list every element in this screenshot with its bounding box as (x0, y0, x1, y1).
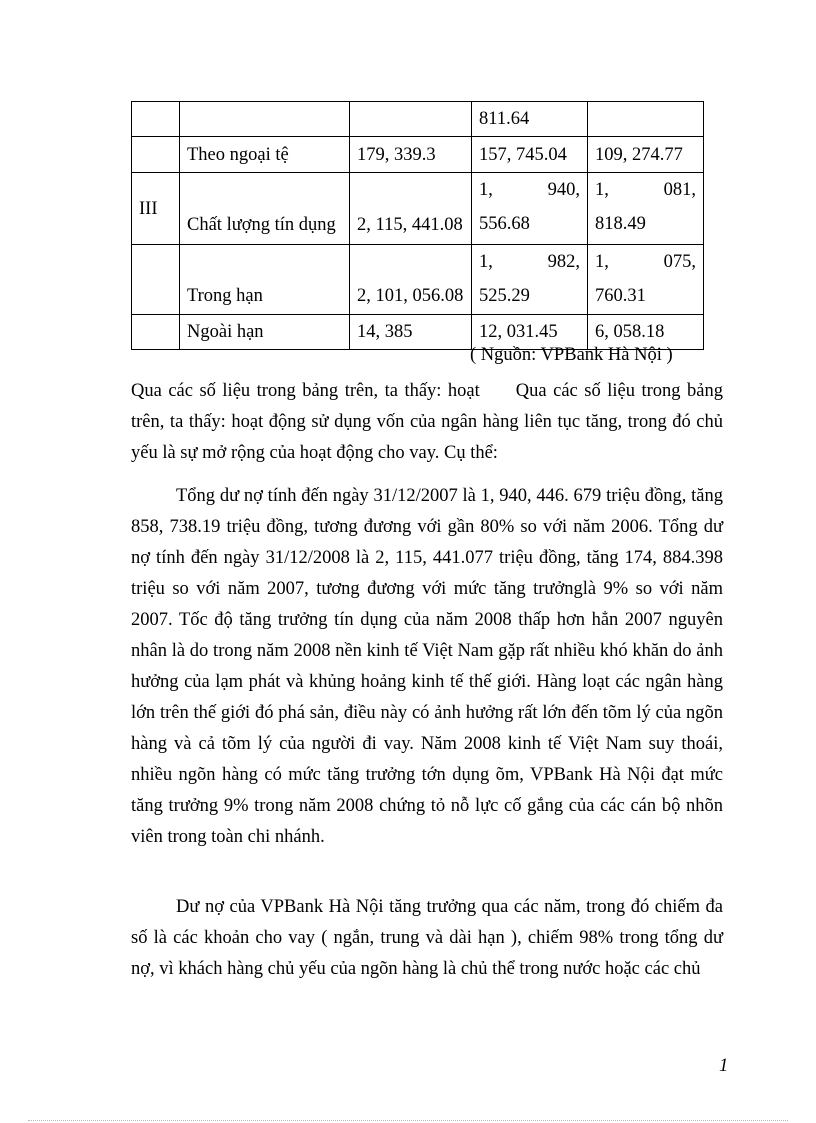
row-number (132, 315, 180, 350)
page-number: 1 (719, 1056, 729, 1076)
paragraph-credit-growth: Tổng dư nợ tính đến ngày 31/12/2007 là 1, 940, 446. 679 triệu đồng, tăng 858, 738.19 triệu đồng, tương đương với gần 80% so với năm 2006. Tổng dư nợ tính đến ngày 31/12/2008 là 2, 115, 441.077 triệu đồng, tăng 174, 884.398 triệu so với năm 2007, tương đương với mức tăng trưởnglà 9% so với năm 2007. Tốc độ tăng trưởng tín dụng của năm 2008 thấp hơn hẳn 2007 nguyên nhân là do trong năm 2008 nền kinh tế Việt Nam gặp rất nhiều khó khăn do ảnh hưởng của lạm phát và khủng hoảng kinh tế thế giới. Hàng loạt các ngân hàng lớn trên thế giới đó phá sản, điều này có ảnh hưởng rất lớn đến tõm lý của ngõn hàng và cả tõm lý của người đi vay. Năm 2008 kinh tế Việt Nam suy thoái, nhiều ngõn hàng có mức tăng trưởng tớn dụng õm, VPBank Hà Nội đạt mức tăng trưởng 9% trong năm 2008 chứng tỏ nỗ lực cố gắng của các cán bộ nhõn viên trong toàn chi nhánh. (131, 486, 723, 847)
row-number (132, 137, 180, 173)
value-2006: 14, 385 (350, 315, 472, 350)
value-2008: 1, 081, 818.49 (588, 173, 704, 245)
value-2007: 811.64 (472, 102, 588, 137)
row-label (180, 102, 350, 137)
paragraph-loan-structure: Dư nợ của VPBank Hà Nội tăng trưởng qua các năm, trong đó chiếm đa số là các khoản cho vay ( ngắn, trung và dài hạn ), chiếm 98% trong tổng dư nợ, vì khách hàng chủ yếu của ngõn hàng là chủ thể trong nước hoặc các chủ (131, 897, 723, 979)
table-row (132, 245, 704, 315)
footer-rule (28, 1120, 788, 1121)
table-row (132, 137, 704, 173)
table-row (132, 102, 704, 137)
row-number: III (132, 173, 180, 245)
table-row (132, 173, 704, 245)
row-number (132, 245, 180, 315)
value-2008: 1, 075, 760.31 (588, 245, 704, 315)
credit-table (131, 101, 704, 350)
value-2007: 1, 982, 525.29 (472, 245, 588, 315)
value-2006 (350, 102, 472, 137)
row-label: Ngoài hạn (180, 315, 350, 350)
value-2006: 179, 339.3 (350, 137, 472, 173)
row-label: Chất lượng tín dụng (180, 173, 350, 245)
value-2007: 12, 031.45 (472, 315, 588, 350)
row-number (132, 102, 180, 137)
value-2007: 157, 745.04 (472, 137, 588, 173)
value-2006: 2, 115, 441.08 (350, 173, 472, 245)
value-2007: 1, 940, 556.68 (472, 173, 588, 245)
paragraph-intro: Qua các số liệu trong bảng trên, ta thấy: hoạt Qua các số liệu trong bảng trên, ta thấy: hoạt động sử dụng vốn của ngân hàng liên tục tăng, trong đó chủ yếu là sự mở rộng của hoạt động cho vay. Cụ thể: (131, 381, 723, 463)
row-label: Trong hạn (180, 245, 350, 315)
row-label: Theo ngoại tệ (180, 137, 350, 173)
table-source: ( Nguồn: VPBank Hà Nội ) (470, 345, 673, 365)
value-2006: 2, 101, 056.08 (350, 245, 472, 315)
value-2008: 6, 058.18 (588, 315, 704, 350)
value-2008: 109, 274.77 (588, 137, 704, 173)
value-2008 (588, 102, 704, 137)
